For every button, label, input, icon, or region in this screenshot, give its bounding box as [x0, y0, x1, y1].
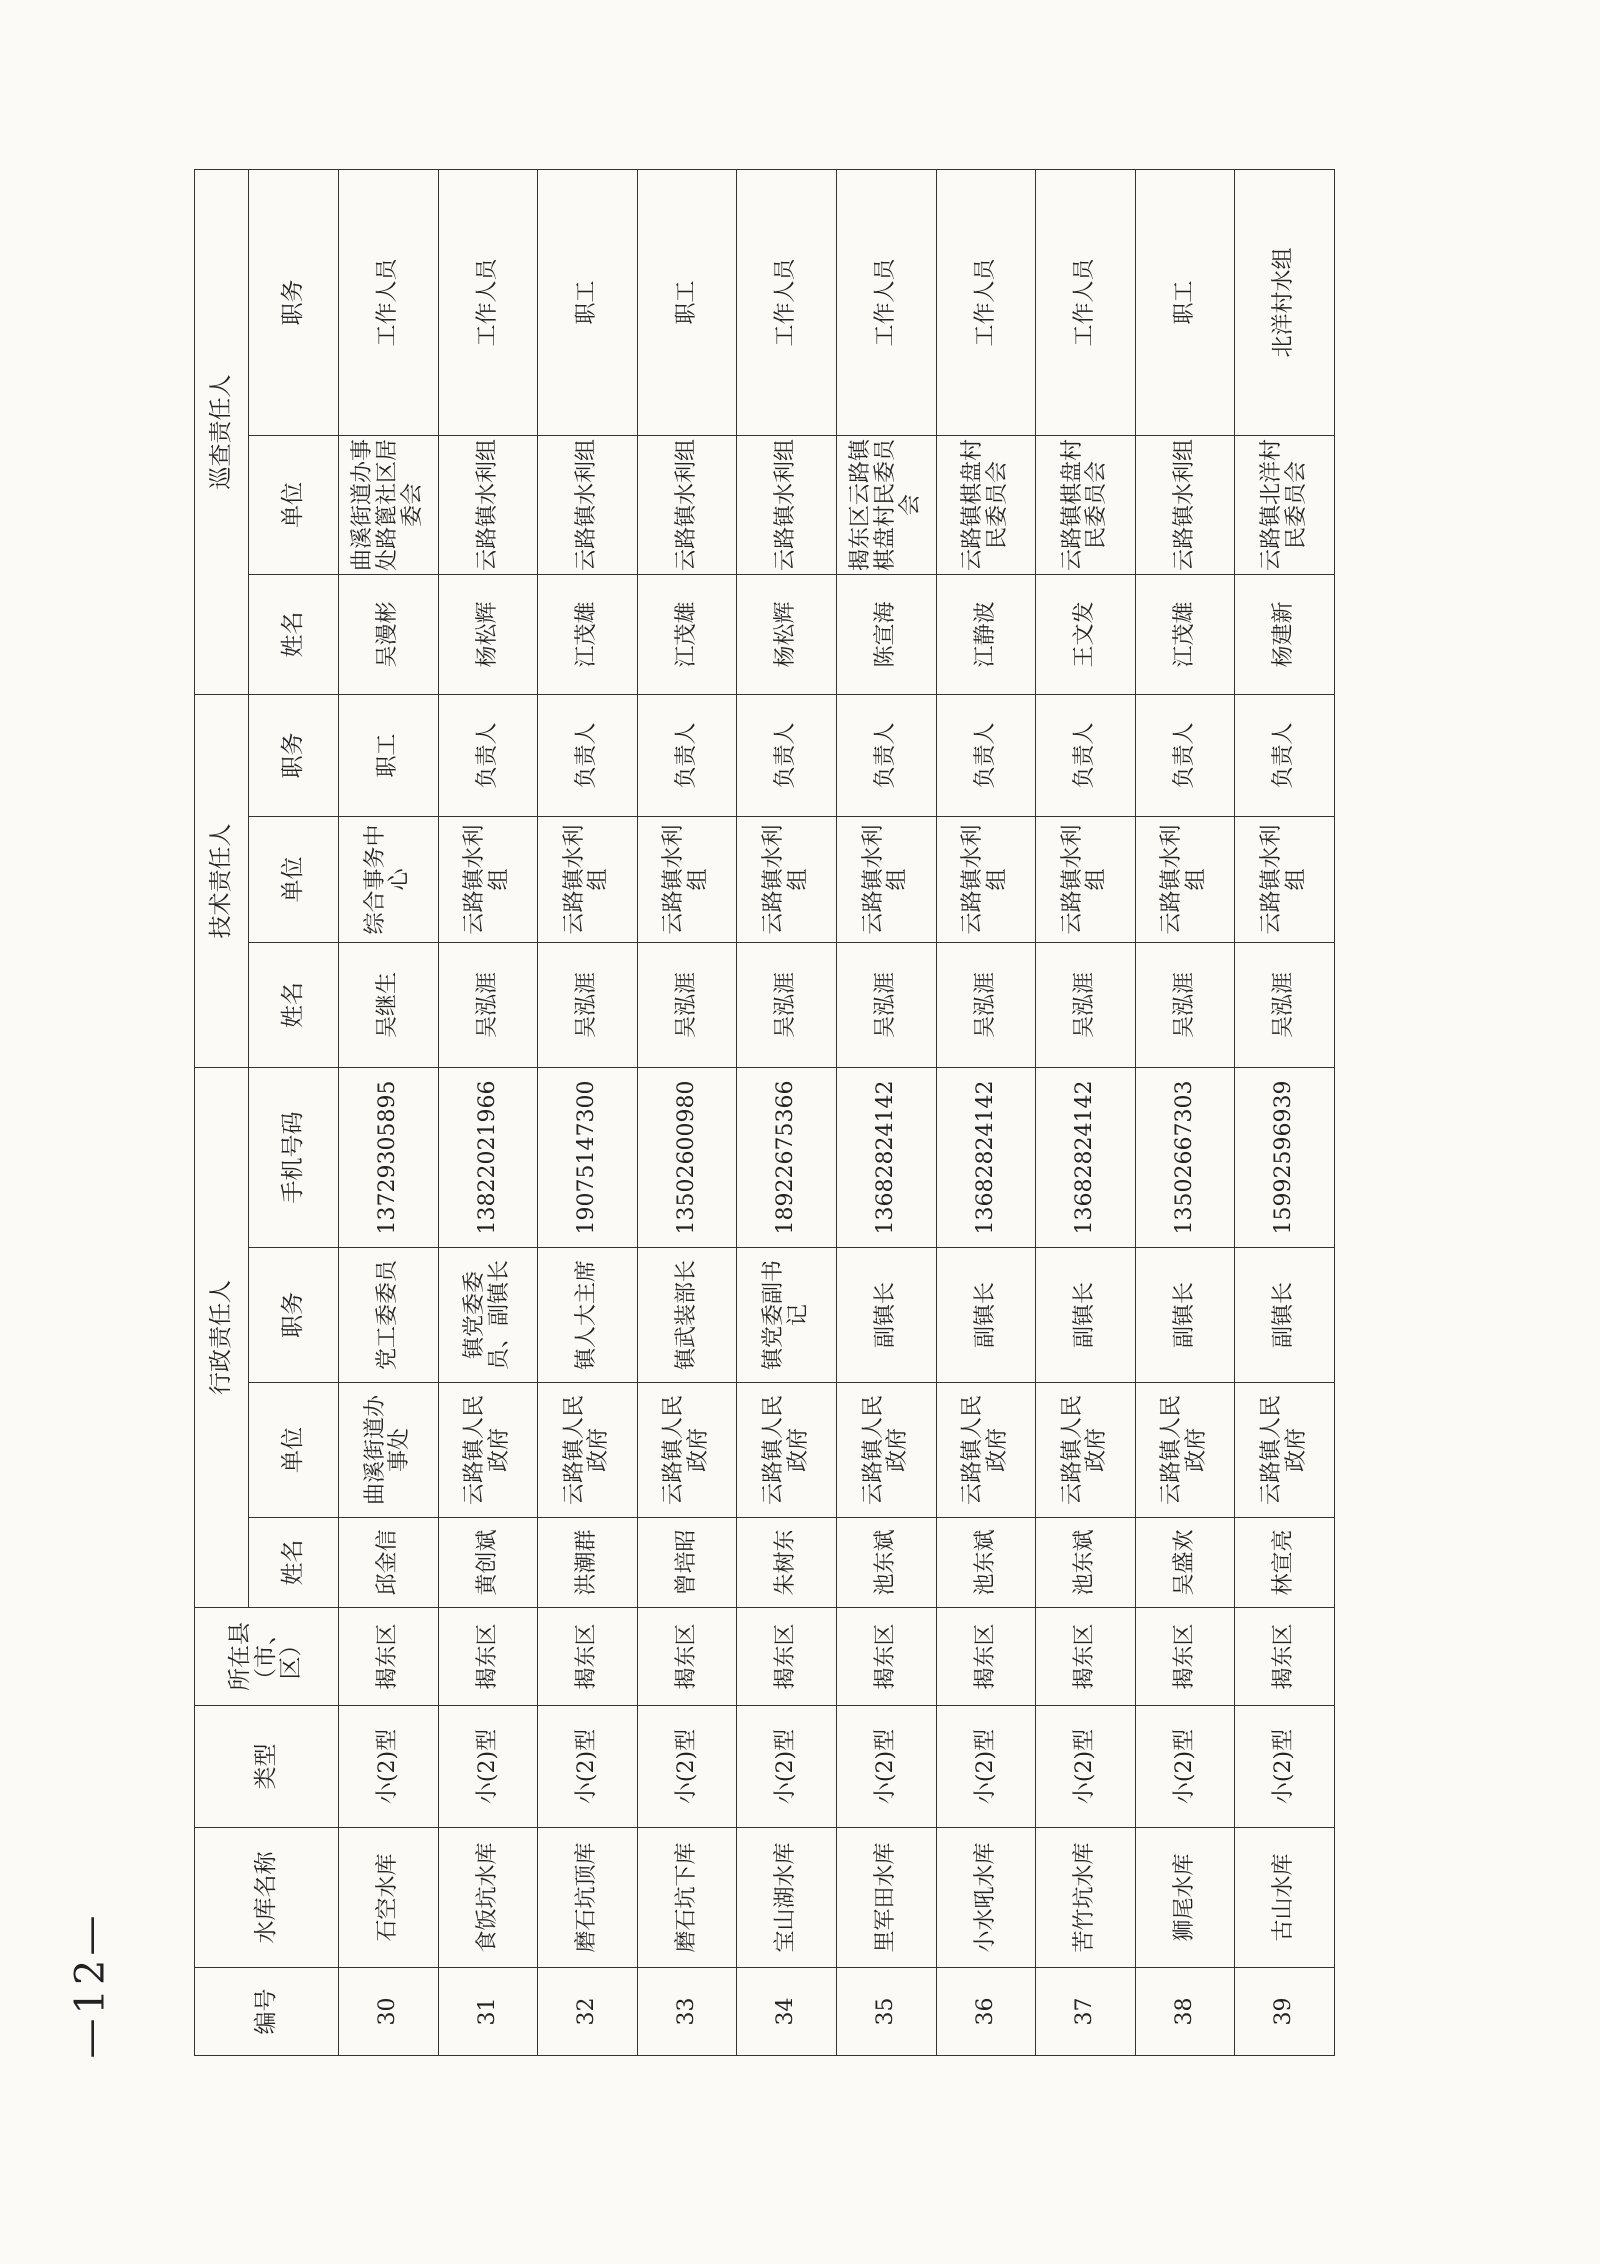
header-patrol-group: 巡查责任人 [195, 169, 249, 694]
cell-tech-name: 吴泓涯 [538, 943, 638, 1068]
header-phone: 手机号码 [249, 1068, 339, 1248]
cell-admin-name: 林宣亮 [1235, 1518, 1335, 1608]
cell-tech-unit: 云路镇水利组 [1135, 817, 1235, 943]
cell-patrol-position: 北洋村水组 [1235, 169, 1335, 435]
cell-patrol-unit: 曲溪街道办事处路篦社区居委会 [339, 435, 439, 574]
cell-tech-unit: 云路镇水利组 [1235, 817, 1335, 943]
cell-admin-position: 镇党委副书记 [737, 1248, 837, 1383]
cell-patrol-position: 职工 [1135, 169, 1235, 435]
cell-tech-unit: 综合事务中心 [339, 817, 439, 943]
table-row [737, 169, 837, 2055]
cell-number: 32 [538, 1968, 638, 2056]
header-county: 所在县（市、区） [195, 1608, 339, 1706]
cell-admin-name: 池东斌 [1036, 1518, 1136, 1608]
header-tech-position: 职务 [249, 694, 339, 816]
cell-admin-name: 曾培昭 [637, 1518, 737, 1608]
table-row [1036, 169, 1136, 2055]
cell-patrol-position: 职工 [637, 169, 737, 435]
cell-patrol-position: 工作人员 [438, 169, 538, 435]
cell-patrol-position: 职工 [538, 169, 638, 435]
cell-patrol-name: 江茂雄 [1135, 574, 1235, 694]
cell-patrol-name: 江茂雄 [538, 574, 638, 694]
cell-admin-name: 池东斌 [936, 1518, 1036, 1608]
cell-patrol-position: 工作人员 [339, 169, 439, 435]
table-row [438, 169, 538, 2055]
cell-tech-unit: 云路镇水利组 [538, 817, 638, 943]
cell-county: 揭东区 [637, 1608, 737, 1706]
cell-patrol-position: 工作人员 [737, 169, 837, 435]
cell-tech-name: 吴泓涯 [737, 943, 837, 1068]
cell-patrol-unit: 云路镇北洋村民委员会 [1235, 435, 1335, 574]
cell-patrol-unit: 云路镇棋盘村民委员会 [1036, 435, 1136, 574]
cell-reservoir-name: 磨石坑下库 [637, 1828, 737, 1968]
cell-tech-position: 负责人 [1135, 694, 1235, 816]
cell-type: 小(2)型 [637, 1706, 737, 1828]
cell-admin-unit: 云路镇人民政府 [1036, 1383, 1136, 1518]
cell-tech-unit: 云路镇水利组 [737, 817, 837, 943]
cell-admin-unit: 云路镇人民政府 [737, 1383, 837, 1518]
cell-tech-unit: 云路镇水利组 [936, 817, 1036, 943]
cell-tech-position: 负责人 [538, 694, 638, 816]
cell-admin-position: 镇武装部长 [637, 1248, 737, 1383]
cell-county: 揭东区 [1036, 1608, 1136, 1706]
cell-admin-name: 朱树东 [737, 1518, 837, 1608]
cell-tech-name: 吴泓涯 [1036, 943, 1136, 1068]
cell-number: 36 [936, 1968, 1036, 2056]
cell-reservoir-name: 苦竹坑水库 [1036, 1828, 1136, 1968]
cell-admin-position: 党工委委员 [339, 1248, 439, 1383]
cell-admin-position: 副镇长 [936, 1248, 1036, 1383]
cell-county: 揭东区 [438, 1608, 538, 1706]
cell-tech-name: 吴泓涯 [1235, 943, 1335, 1068]
header-patrol-name: 姓名 [249, 574, 339, 694]
cell-type: 小(2)型 [339, 1706, 439, 1828]
header-admin-name: 姓名 [249, 1518, 339, 1608]
cell-number: 30 [339, 1968, 439, 2056]
cell-type: 小(2)型 [737, 1706, 837, 1828]
cell-admin-name: 洪潮群 [538, 1518, 638, 1608]
cell-county: 揭东区 [339, 1608, 439, 1706]
cell-admin-name: 黄创斌 [438, 1518, 538, 1608]
cell-admin-position: 镇人大主席 [538, 1248, 638, 1383]
cell-county: 揭东区 [538, 1608, 638, 1706]
cell-phone: 13682824142 [936, 1068, 1036, 1248]
cell-tech-name: 吴泓涯 [637, 943, 737, 1068]
table-row [637, 169, 737, 2055]
table-row [1235, 169, 1335, 2055]
cell-patrol-unit: 云路镇水利组 [1135, 435, 1235, 574]
header-patrol-position: 职务 [249, 169, 339, 435]
cell-tech-position: 负责人 [737, 694, 837, 816]
cell-county: 揭东区 [1235, 1608, 1335, 1706]
cell-type: 小(2)型 [438, 1706, 538, 1828]
cell-patrol-position: 工作人员 [1036, 169, 1136, 435]
header-tech-group: 技术责任人 [195, 694, 249, 1067]
cell-tech-position: 负责人 [836, 694, 936, 816]
cell-number: 33 [637, 1968, 737, 2056]
cell-admin-position: 副镇长 [836, 1248, 936, 1383]
cell-phone: 13729305895 [339, 1068, 439, 1248]
cell-admin-position: 副镇长 [1235, 1248, 1335, 1383]
cell-admin-name: 池东斌 [836, 1518, 936, 1608]
header-patrol-unit: 单位 [249, 435, 339, 574]
cell-patrol-name: 江茂雄 [637, 574, 737, 694]
cell-patrol-name: 王文发 [1036, 574, 1136, 694]
cell-patrol-unit: 云路镇水利组 [538, 435, 638, 574]
cell-admin-name: 吴盛欢 [1135, 1518, 1235, 1608]
cell-type: 小(2)型 [1235, 1706, 1335, 1828]
header-type: 类型 [195, 1706, 339, 1828]
cell-patrol-name: 吴漫彬 [339, 574, 439, 694]
header-tech-name: 姓名 [249, 943, 339, 1068]
cell-phone: 18922675366 [737, 1068, 837, 1248]
cell-patrol-position: 工作人员 [936, 169, 1036, 435]
cell-phone: 15992596939 [1235, 1068, 1335, 1248]
cell-tech-unit: 云路镇水利组 [637, 817, 737, 943]
table-row [836, 169, 936, 2055]
cell-patrol-position: 工作人员 [836, 169, 936, 435]
cell-tech-position: 负责人 [936, 694, 1036, 816]
cell-tech-position: 负责人 [1235, 694, 1335, 816]
cell-county: 揭东区 [737, 1608, 837, 1706]
cell-phone: 13822021966 [438, 1068, 538, 1248]
cell-patrol-unit: 云路镇水利组 [438, 435, 538, 574]
cell-type: 小(2)型 [936, 1706, 1036, 1828]
header-reservoir-name: 水库名称 [195, 1828, 339, 1968]
cell-admin-position: 副镇长 [1135, 1248, 1235, 1383]
cell-tech-name: 吴泓涯 [836, 943, 936, 1068]
cell-admin-name: 邱金信 [339, 1518, 439, 1608]
header-tech-unit: 单位 [249, 817, 339, 943]
cell-patrol-name: 杨建新 [1235, 574, 1335, 694]
cell-admin-unit: 云路镇人民政府 [936, 1383, 1036, 1518]
cell-reservoir-name: 狮尾水库 [1135, 1828, 1235, 1968]
cell-tech-position: 负责人 [438, 694, 538, 816]
cell-reservoir-name: 磨石坑顶库 [538, 1828, 638, 1968]
header-number: 编号 [195, 1968, 339, 2056]
cell-patrol-unit: 云路镇棋盘村民委员会 [936, 435, 1036, 574]
table-row [339, 169, 439, 2055]
cell-patrol-name: 杨松辉 [438, 574, 538, 694]
header-admin-position: 职务 [249, 1248, 339, 1383]
cell-patrol-unit: 云路镇水利组 [637, 435, 737, 574]
cell-number: 38 [1135, 1968, 1235, 2056]
cell-county: 揭东区 [836, 1608, 936, 1706]
cell-admin-position: 镇党委委员、副镇长 [438, 1248, 538, 1383]
cell-phone: 19075147300 [538, 1068, 638, 1248]
cell-reservoir-name: 小水吼水库 [936, 1828, 1036, 1968]
cell-tech-unit: 云路镇水利组 [1036, 817, 1136, 943]
cell-reservoir-name: 里军田水库 [836, 1828, 936, 1968]
rotated-table-container [194, 170, 1334, 2056]
header-admin-group: 行政责任人 [195, 1068, 249, 1608]
cell-tech-position: 负责人 [1036, 694, 1136, 816]
cell-type: 小(2)型 [1036, 1706, 1136, 1828]
cell-phone: 13502600980 [637, 1068, 737, 1248]
cell-admin-unit: 云路镇人民政府 [538, 1383, 638, 1518]
cell-reservoir-name: 石空水库 [339, 1828, 439, 1968]
cell-reservoir-name: 宝山湖水库 [737, 1828, 837, 1968]
header-admin-unit: 单位 [249, 1383, 339, 1518]
cell-number: 39 [1235, 1968, 1335, 2056]
cell-patrol-unit: 云路镇水利组 [737, 435, 837, 574]
cell-admin-unit: 云路镇人民政府 [438, 1383, 538, 1518]
cell-tech-name: 吴泓涯 [936, 943, 1036, 1068]
cell-reservoir-name: 食饭坑水库 [438, 1828, 538, 1968]
cell-admin-unit: 云路镇人民政府 [637, 1383, 737, 1518]
table-row [538, 169, 638, 2055]
table-row [936, 169, 1036, 2055]
table-body [339, 169, 1335, 2055]
cell-patrol-name: 江静波 [936, 574, 1036, 694]
cell-type: 小(2)型 [1135, 1706, 1235, 1828]
cell-type: 小(2)型 [836, 1706, 936, 1828]
cell-admin-unit: 曲溪街道办事处 [339, 1383, 439, 1518]
cell-tech-position: 职工 [339, 694, 439, 816]
cell-tech-unit: 云路镇水利组 [438, 817, 538, 943]
cell-number: 31 [438, 1968, 538, 2056]
cell-patrol-name: 陈宣海 [836, 574, 936, 694]
cell-tech-name: 吴泓涯 [1135, 943, 1235, 1068]
cell-tech-name: 吴继生 [339, 943, 439, 1068]
cell-tech-name: 吴泓涯 [438, 943, 538, 1068]
cell-admin-position: 副镇长 [1036, 1248, 1136, 1383]
page-number: —12— [67, 1911, 113, 2059]
cell-patrol-unit: 揭东区云路镇棋盘村民委员会 [836, 435, 936, 574]
cell-phone: 13682824142 [836, 1068, 936, 1248]
cell-admin-unit: 云路镇人民政府 [836, 1383, 936, 1518]
cell-number: 34 [737, 1968, 837, 2056]
cell-tech-position: 负责人 [637, 694, 737, 816]
reservoir-responsibility-table [194, 169, 1335, 2056]
cell-number: 37 [1036, 1968, 1136, 2056]
cell-admin-unit: 云路镇人民政府 [1135, 1383, 1235, 1518]
cell-patrol-name: 杨松辉 [737, 574, 837, 694]
table-row [1135, 169, 1235, 2055]
cell-phone: 13502667303 [1135, 1068, 1235, 1248]
cell-type: 小(2)型 [538, 1706, 638, 1828]
cell-county: 揭东区 [1135, 1608, 1235, 1706]
cell-reservoir-name: 古山水库 [1235, 1828, 1335, 1968]
cell-phone: 13682824142 [1036, 1068, 1136, 1248]
cell-number: 35 [836, 1968, 936, 2056]
cell-admin-unit: 云路镇人民政府 [1235, 1383, 1335, 1518]
cell-tech-unit: 云路镇水利组 [836, 817, 936, 943]
header-group-row [195, 169, 249, 2055]
cell-county: 揭东区 [936, 1608, 1036, 1706]
